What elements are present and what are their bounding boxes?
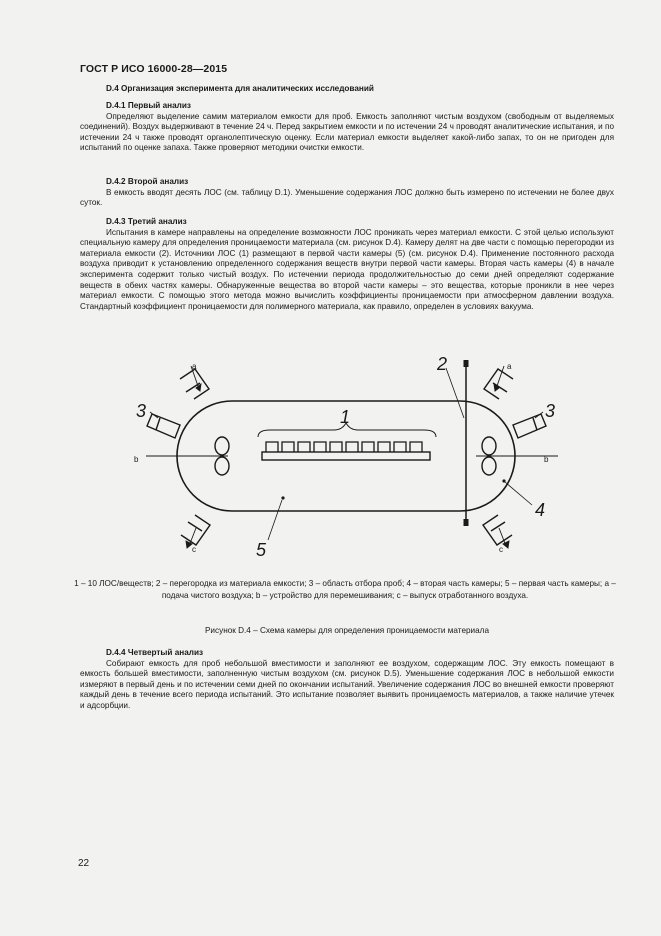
section-d42-title: D.4.2 Второй анализ: [106, 177, 189, 186]
section-d41-title: D.4.1 Первый анализ: [106, 101, 191, 110]
partition-top-clamp: [464, 360, 469, 367]
port-sampling-left: [147, 414, 180, 438]
dot-5: [281, 496, 284, 499]
section-d41-text: Определяют выделение самим материалом емкости для проб. Емкость заполняют чистым воздухом (свободным от выделяемых соединений). Воздух выдерживают в течение 24 ч. Перед закрытием емкости и по истечении 24 ч проводят аналитические испытания, и по истечении 24 ч также проводят органолептическую оценку. Если материал емкости выделяет какой-либо запах, то он не пригоден для испытаний по оценке запаха. Также проверяют методики очистки емкости.: [80, 111, 614, 153]
voc-source-vials: [266, 442, 422, 452]
letter-a-right: a: [507, 362, 512, 371]
leader-2: [446, 368, 464, 418]
dot-4: [502, 479, 505, 482]
voc-vial: [394, 442, 406, 452]
section-d42-text: В емкость вводят десять ЛОС (см. таблицу D.1). Уменьшение содержания ЛОС должно быть измерено по истечении не более двух суток.: [80, 187, 614, 208]
figure-chamber-diagram: [0, 345, 661, 575]
port-exhaust-right: [483, 515, 512, 545]
voc-vial: [362, 442, 374, 452]
section-d44-text: Собирают емкость для проб небольшой вместимости и заполняют ее воздухом, содержащим ЛОС. Эту емкость помещают в емкость большей вместимости, заполненную чистым воздухом (см. рисунок D.5). Уменьшение содержания ЛОС в небольшой емкости измеряют в первый день и по истечении семи дней по окончании испытаний. Увеличение содержания ЛОС во внешней емкости проверяют каждый день в течение всего периода испытаний. Это испытание позволяет выявить проницаемость материалов, а также наличие утечек и адсорбции.: [80, 658, 614, 710]
letter-a-left: a: [192, 362, 197, 371]
voc-vial: [378, 442, 390, 452]
voc-vial: [346, 442, 358, 452]
port-air-inlet-right: [484, 369, 513, 399]
voc-vial: [314, 442, 326, 452]
page-number: 22: [78, 858, 90, 869]
voc-vial: [282, 442, 294, 452]
label-4: 4: [535, 500, 546, 520]
section-d44-title: D.4.4 Четвертый анализ: [106, 648, 204, 657]
letter-c-right: c: [499, 545, 503, 554]
label-3-right: 3: [545, 401, 556, 421]
port-sampling-right: [513, 414, 546, 438]
voc-vial: [330, 442, 342, 452]
leader-5: [268, 500, 282, 540]
port-air-inlet-left: [180, 369, 209, 399]
figure-legend: 1 – 10 ЛОС/веществ; 2 – перегородка из материала емкости; 3 – область отбора проб; 4 – вторая часть камеры; 5 – первая часть камеры; a – подача чистого воздуха; b – устройство для перемешивания; c – выпуск отработанного воздуха.: [74, 579, 616, 600]
letter-b-left: b: [134, 455, 139, 464]
section-d43-title: D.4.3 Третий анализ: [106, 217, 187, 226]
label-5: 5: [256, 540, 267, 560]
letter-b-right: b: [544, 455, 549, 464]
partition-bottom-clamp: [464, 519, 469, 526]
flow-arrows: [186, 366, 509, 548]
section-d4-title: D.4 Организация эксперимента для аналитических исследований: [106, 84, 374, 93]
voc-vial: [410, 442, 422, 452]
voc-source-tray: [262, 452, 430, 460]
label-1: 1: [340, 407, 351, 427]
label-2: 2: [437, 354, 448, 374]
voc-vial: [298, 442, 310, 452]
section-d43: [80, 217, 614, 312]
figure-title: Рисунок D.4 – Схема камеры для определения проницаемости материала: [204, 626, 490, 635]
document-code: ГОСТ Р ИСО 16000-28—2015: [80, 63, 228, 75]
section-d4: [80, 84, 614, 95]
section-d44: [80, 648, 614, 712]
voc-vial: [266, 442, 278, 452]
letter-c-left: c: [192, 545, 196, 554]
section-d42: [80, 177, 614, 209]
leader-4: [505, 482, 532, 505]
section-d41: [80, 101, 614, 154]
section-d43-text: Испытания в камере направлены на определение возможности ЛОС проникать через материал емкости. С этой целью используют специальную камеру для определения проницаемости материала (см. рисунок D.4). Камеру делят на две части с помощью перегородки из материала емкости (2). Источники ЛОС (1) размещают в первой части камеры (5) (см. рисунок D.4). Применение постоянного расхода воздуха приводит к установлению определенного содержания веществ внутри первой части камеры. Вторая часть камеры (4) в начале эксперимента содержит только чистый воздух. По истечении периода продолжительностью до семи дней определяют содержание веществ в обеих частях камеры. Обнаруженные вещества во второй части камеры – это вещества, которые проникли в нее через материал емкости. С помощью этого метода можно вычислить коэффициенты проницаемости при атмосферном давлении воздуха. Стандартный коэффициент проницаемости для полимерного материала, как правило, определен в условиях вакуума.: [80, 227, 614, 311]
label-3-left: 3: [136, 401, 147, 421]
